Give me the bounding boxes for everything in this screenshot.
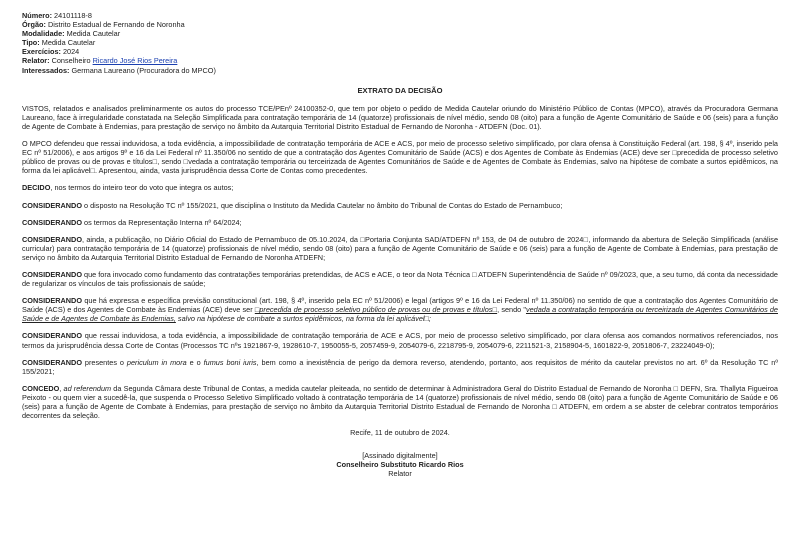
place-date: Recife, 11 de outubro de 2024. [350,428,450,438]
paragraph-considerando-6 [22,331,778,349]
relator-line [22,56,778,65]
decido-text: , nos termos do inteiro teor do voto que integra os autos; [50,183,234,193]
considerando-text: , ainda, a publicação, no Diário Oficial do Estado de Pernambuco de 05.10.2024, da □Portaria Conjunta SAD/ATDEFN nº 153, de 04 de outubro de 2024□, informando da abertura de Seleção Simplificada (análise curricular) para contratação temporária de 14 (quatorze) profissionais de nível médio, sendo 08 (oito) para a função de Agente Comunitário de Saúde e 06 (seis) para a função de Agente de Combate à Endemias, para prestação de serviço no âmbito da Autarquia Territorial Distrito Estadual de Fernando de Noronha ATDEFN; [22,234,778,262]
considerando-text: que há expressa e específica previsão constitucional (art. 198, § 4º, inserido pela EC nº 51/2006) e legal (artigos 9º e 16 da Lei Federal nº 11.350/06) no sentido de que a contratação dos Agentes Comunitário de Saúde (ACS) e dos Agentes de Combate às Endemias (ACE) deve ser [22,296,778,315]
interessados-line [22,66,778,75]
signer-role: Relator [388,469,412,479]
concedo-lead: CONCEDO [22,383,60,393]
tipo-value: Medida Cautelar [41,38,96,48]
signer-name: Conselheiro Substituto Ricardo Rios [336,460,464,470]
signature-block [22,428,778,478]
document-title: EXTRATO DA DECISÃO [357,85,443,95]
interessados-label: Interessados: [22,65,70,75]
considerando-lead: CONSIDERANDO [22,269,82,279]
tipo-line [22,38,778,47]
considerando-text: , bem como a inexistência de perigo da demora reverso, atendendo, portanto, aos requisitos de mérito da cautelar previstos no art. 6º da Resolução TC nº 155/2021; [22,357,779,376]
paragraph-vistos: VISTOS, relatados e analisados preliminarmente os autos do processo TCE/PEnº 24100352-0, que tem por objeto o pedido de Medida Cautelar oriundo do Ministério Público de Contas (MPCO), através da Procuradora Germana Laureano, face à irregularidade constatada na Seleção Simplificada para contratação temporária de 14 (quatorze) profissionais de nível médio, sendo 08 (oito) para a função de Agente Comunitário de Saúde e 06 (seis) para a função de Agente de Combate à Endemias, para prestação de serviço no âmbito da Autarquia Territorial Distrito Estadual de Fernando de Noronha - ATDEFN (Doc. 01). [22,103,778,131]
latin-term: periculum in mora [126,357,187,367]
numero-value: 24101118-8 [54,11,92,20]
decido-lead: DECIDO [22,183,51,193]
paragraph-concedo [22,384,778,420]
latin-term: fumus boni iuris [203,357,257,367]
exercicio-value: 2024 [62,47,80,57]
concedo-text: , [59,383,64,393]
paragraph-considerando-5 [22,296,778,323]
document-header [22,11,778,75]
latin-term: ad referendum [63,383,112,393]
interessados-value: Germana Laureano (Procuradora do MPCO) [71,65,216,75]
orgao-label: Órgão: [22,20,46,30]
considerando-text: que ressai induvidosa, a toda evidência, a impossibilidade de contratação temporária de ACE e ACS, por meio de processo seletivo simplificado, por clara ofensa aos comandos normativos referenciados, nos termos da jurisprudência dessa Corte de Contas (Processos TC nºs 1921867-9, 1928610-7, 1950055-5, 2057459-9, 2054079-6, 2218795-9, 2054079-6, 2211521-3, 2158904-5, 1601822-9, 2051806-7, 23224049-0); [22,331,778,350]
considerando-lead: CONSIDERANDO [22,357,82,367]
paragraph-considerando-2 [22,218,778,227]
paragraph-considerando-4 [22,270,778,288]
numero-label: Número: [22,11,52,20]
orgao-value: Distrito Estadual de Fernando de Noronha [47,20,185,30]
modalidade-line [22,29,778,38]
paragraph-considerando-1 [22,201,778,210]
paragraph-considerando-7 [22,358,778,376]
modalidade-label: Modalidade: [22,29,65,39]
considerando-lead: CONSIDERANDO [22,296,82,306]
considerando-text: o disposto na Resolução TC nº 155/2021, que disciplina o Instituto da Medida Cautelar no âmbito do Tribunal de Contas do Estado de Pernambuco; [82,200,563,210]
orgao-line [22,20,778,29]
tipo-label: Tipo: [22,38,40,48]
exercicio-line [22,47,778,56]
quoted-underlined-text: vedada a contratação temporária ou terceirizada de Agentes Comunitários de Saúde e de Agentes de Combate às Endemias, [22,305,778,324]
considerando-text: presentes o [82,357,127,367]
quoted-underlined-text: □precedida de processo seletivo público de provas ou de provas e títulos□ [254,305,498,315]
modalidade-value: Medida Cautelar [66,29,121,39]
considerando-text: e o [186,357,204,367]
quoted-italic-text: salvo na hipótese de combate a surtos epidêmicos, na forma da lei aplicável□; [175,314,431,324]
considerando-text: , sendo " [497,305,526,315]
paragraph-mpco: O MPCO defendeu que ressai induvidosa, a toda evidência, a impossibilidade de contratação temporária de ACE e ACS, por meio de processo seletivo simplificado, por clara ofensa à Constituição Federal (art. 198, § 4º, inserido pela EC nº 51/2006), e aos artigos 9º e 16 da Lei Federal nº 11.350/06 no sentido de que a contratação dos Agentes Comunitário de Saúde (ACS) e dos Agentes de Combate às Endemias (ACE) deve ser □precedida de processo seletivo público de provas ou de provas e títulos□, sendo □vedada a contratação temporária ou terceirizada de Agentes Comunitários de Saúde e de Agentes de Combate às Endemias, salvo na hipótese de combate a surtos epidêmicos, na forma da lei aplicável□. Apresentou, ainda, vasta jurisprudência dessa Corte de Contas como precedentes. [22,139,778,176]
relator-prefix: Conselheiro [51,56,91,66]
exercicio-label: Exercícios: [22,47,61,57]
considerando-text: que fora invocado como fundamento das contratações temporárias pretendidas, de ACS e ACE, o teor da Nota Técnica □ ATDEFN Superintendência de Saúde nº 09/2023, que, a seu turno, dá conta da necessidade de regularizar os vínculos de tais profissionais de saúde; [22,269,778,289]
paragraph-considerando-3 [22,235,778,262]
considerando-lead: CONSIDERANDO [22,217,82,227]
considerando-lead: CONSIDERANDO [22,234,82,244]
relator-label: Relator: [22,56,50,66]
considerando-text: os termos da Representação Interna nº 64/2024; [82,217,242,227]
considerando-lead: CONSIDERANDO [22,200,82,210]
concedo-text: da Segunda Câmara deste Tribunal de Contas, a medida cautelar pleiteada, no sentido de determinar à Administradora Geral do Distrito Estadual de Fernando de Noronha □ DEFN, Sra. Thallyta Figueiroa Peixoto - ou quem vier a sucedê-la, que suspenda o Processo Seletivo Simplificado voltado à contratação temporária de 14 (quatorze) profissionais de nível médio, sendo 08 (oito) para a função de Agente Comunitário de Saúde e 06 (seis) para a função de Agente de Combate à Endemias, para prestação de serviço no âmbito da Autarquia Territorial Distrito Estadual de Fernando de Noronha □ ATDEFN, em ordem a se abster de celebrar contratos temporários decorrentes da seleção. [22,383,778,421]
numero-line [22,11,778,20]
relator-link[interactable]: Ricardo José Rios Pereira [92,56,178,66]
considerando-lead: CONSIDERANDO [22,331,82,341]
paragraph-decido [22,183,778,192]
signed-digitally: [Assinado digitalmente] [362,451,438,461]
